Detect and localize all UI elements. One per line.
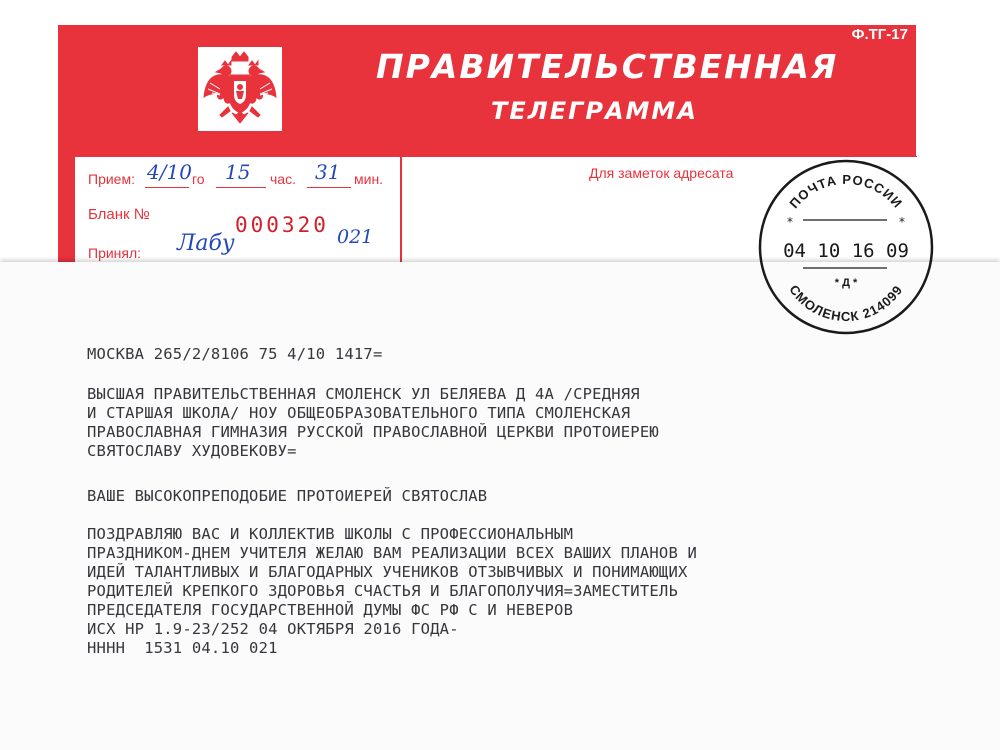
body-line: ИДЕЙ ТАЛАНТЛИВЫХ И БЛАГОДАРНЫХ УЧЕНИКОВ ОТЗЫВЧИВЫХ И ПОНИМАЮЩИХ [87,563,688,581]
telegram-header-line: МОСКВА 265/2/8106 75 4/10 1417= [87,345,383,363]
body-line: РОДИТЕЛЕЙ КРЕПКОГО ЗДОРОВЬЯ СЧАСТЬЯ И БЛАГОПОЛУЧИЯ=ЗАМЕСТИТЕЛЬ [87,582,678,600]
address-line: И СТАРШАЯ ШКОЛА/ НОУ ОБЩЕОБРАЗОВАТЕЛЬНОГО ТИПА СМОЛЕНСКАЯ [87,404,631,422]
stamp-mark: * Д * [834,277,858,289]
body-line: НННН 1531 04.10 021 [87,639,278,657]
notes-label: Для заметок адресата [589,165,734,181]
salutation-line: ВАШЕ ВЫСОКОПРЕПОДОБИЕ ПРОТОИЕРЕЙ СВЯТОСЛАВ [87,487,488,505]
svg-text:*: * [899,215,905,229]
received-label: Прием: [88,171,135,187]
received-hour-line [216,187,266,188]
accepted-label: Принял: [88,245,142,261]
body-line: ПОЗДРАВЛЯЮ ВАС И КОЛЛЕКТИВ ШКОЛЫ С ПРОФЕССИОНАЛЬНЫМ [87,525,574,543]
body-line: ИСХ НР 1.9-23/252 04 ОКТЯБРЯ 2016 ГОДА- [87,620,459,638]
form-title-line-2: ТЕЛЕГРАММА [491,97,698,125]
received-minute: 31 [315,160,341,184]
double-headed-eagle-icon [198,47,282,131]
address-line: ПРАВОСЛАВНАЯ ГИМНАЗИЯ РУССКОЙ ПРАВОСЛАВНОЙ ЦЕРКВИ ПРОТОИЕРЕЮ [87,423,659,441]
stamp-date: 04 10 16 09 [783,240,909,262]
blank-number: 000320 [235,213,329,237]
stamp-bottom-text: СМОЛЕНСК 214099 [786,282,906,325]
body-line: ПРАЗДНИКОМ-ДНЕМ УЧИТЕЛЯ ЖЕЛАЮ ВАМ РЕАЛИЗАЦИИ ВСЕХ ВАШИХ ПЛАНОВ И [87,544,698,562]
coat-of-arms [198,47,282,131]
received-date-line [145,187,189,188]
stamp-top-text: ПОЧТА РОССИИ [786,171,906,212]
blank-label: Бланк № [88,206,150,223]
accepted-signature: Лабу [177,231,235,256]
minute-label: мин. [354,171,384,187]
blank-code: 021 [337,226,374,248]
received-date: 4/10 [147,160,192,184]
svg-text:*: * [787,215,793,229]
body-line: ПРЕДСЕДАТЕЛЯ ГОСУДАРСТВЕННОЙ ДУМЫ ФС РФ С И НЕВЕРОВ [87,601,574,619]
address-line: СВЯТОСЛАВУ ХУДОВЕКОВУ= [87,442,297,460]
received-minute-line [307,187,351,188]
svg-text:ПОЧТА РОССИИ [786,172,905,211]
address-line: ВЫСШАЯ ПРАВИТЕЛЬСТВЕННАЯ СМОЛЕНСК УЛ БЕЛЯЕВА Д 4А /СРЕДНЯЯ [87,385,640,403]
received-hour: 15 [225,160,251,184]
post-office-stamp [757,158,935,336]
form-title-line-1: ПРАВИТЕЛЬСТВЕННАЯ [376,47,839,86]
form-code: Ф.ТГ-17 [851,26,908,43]
hour-label: час. [270,171,296,187]
year-suffix: го [192,171,205,187]
